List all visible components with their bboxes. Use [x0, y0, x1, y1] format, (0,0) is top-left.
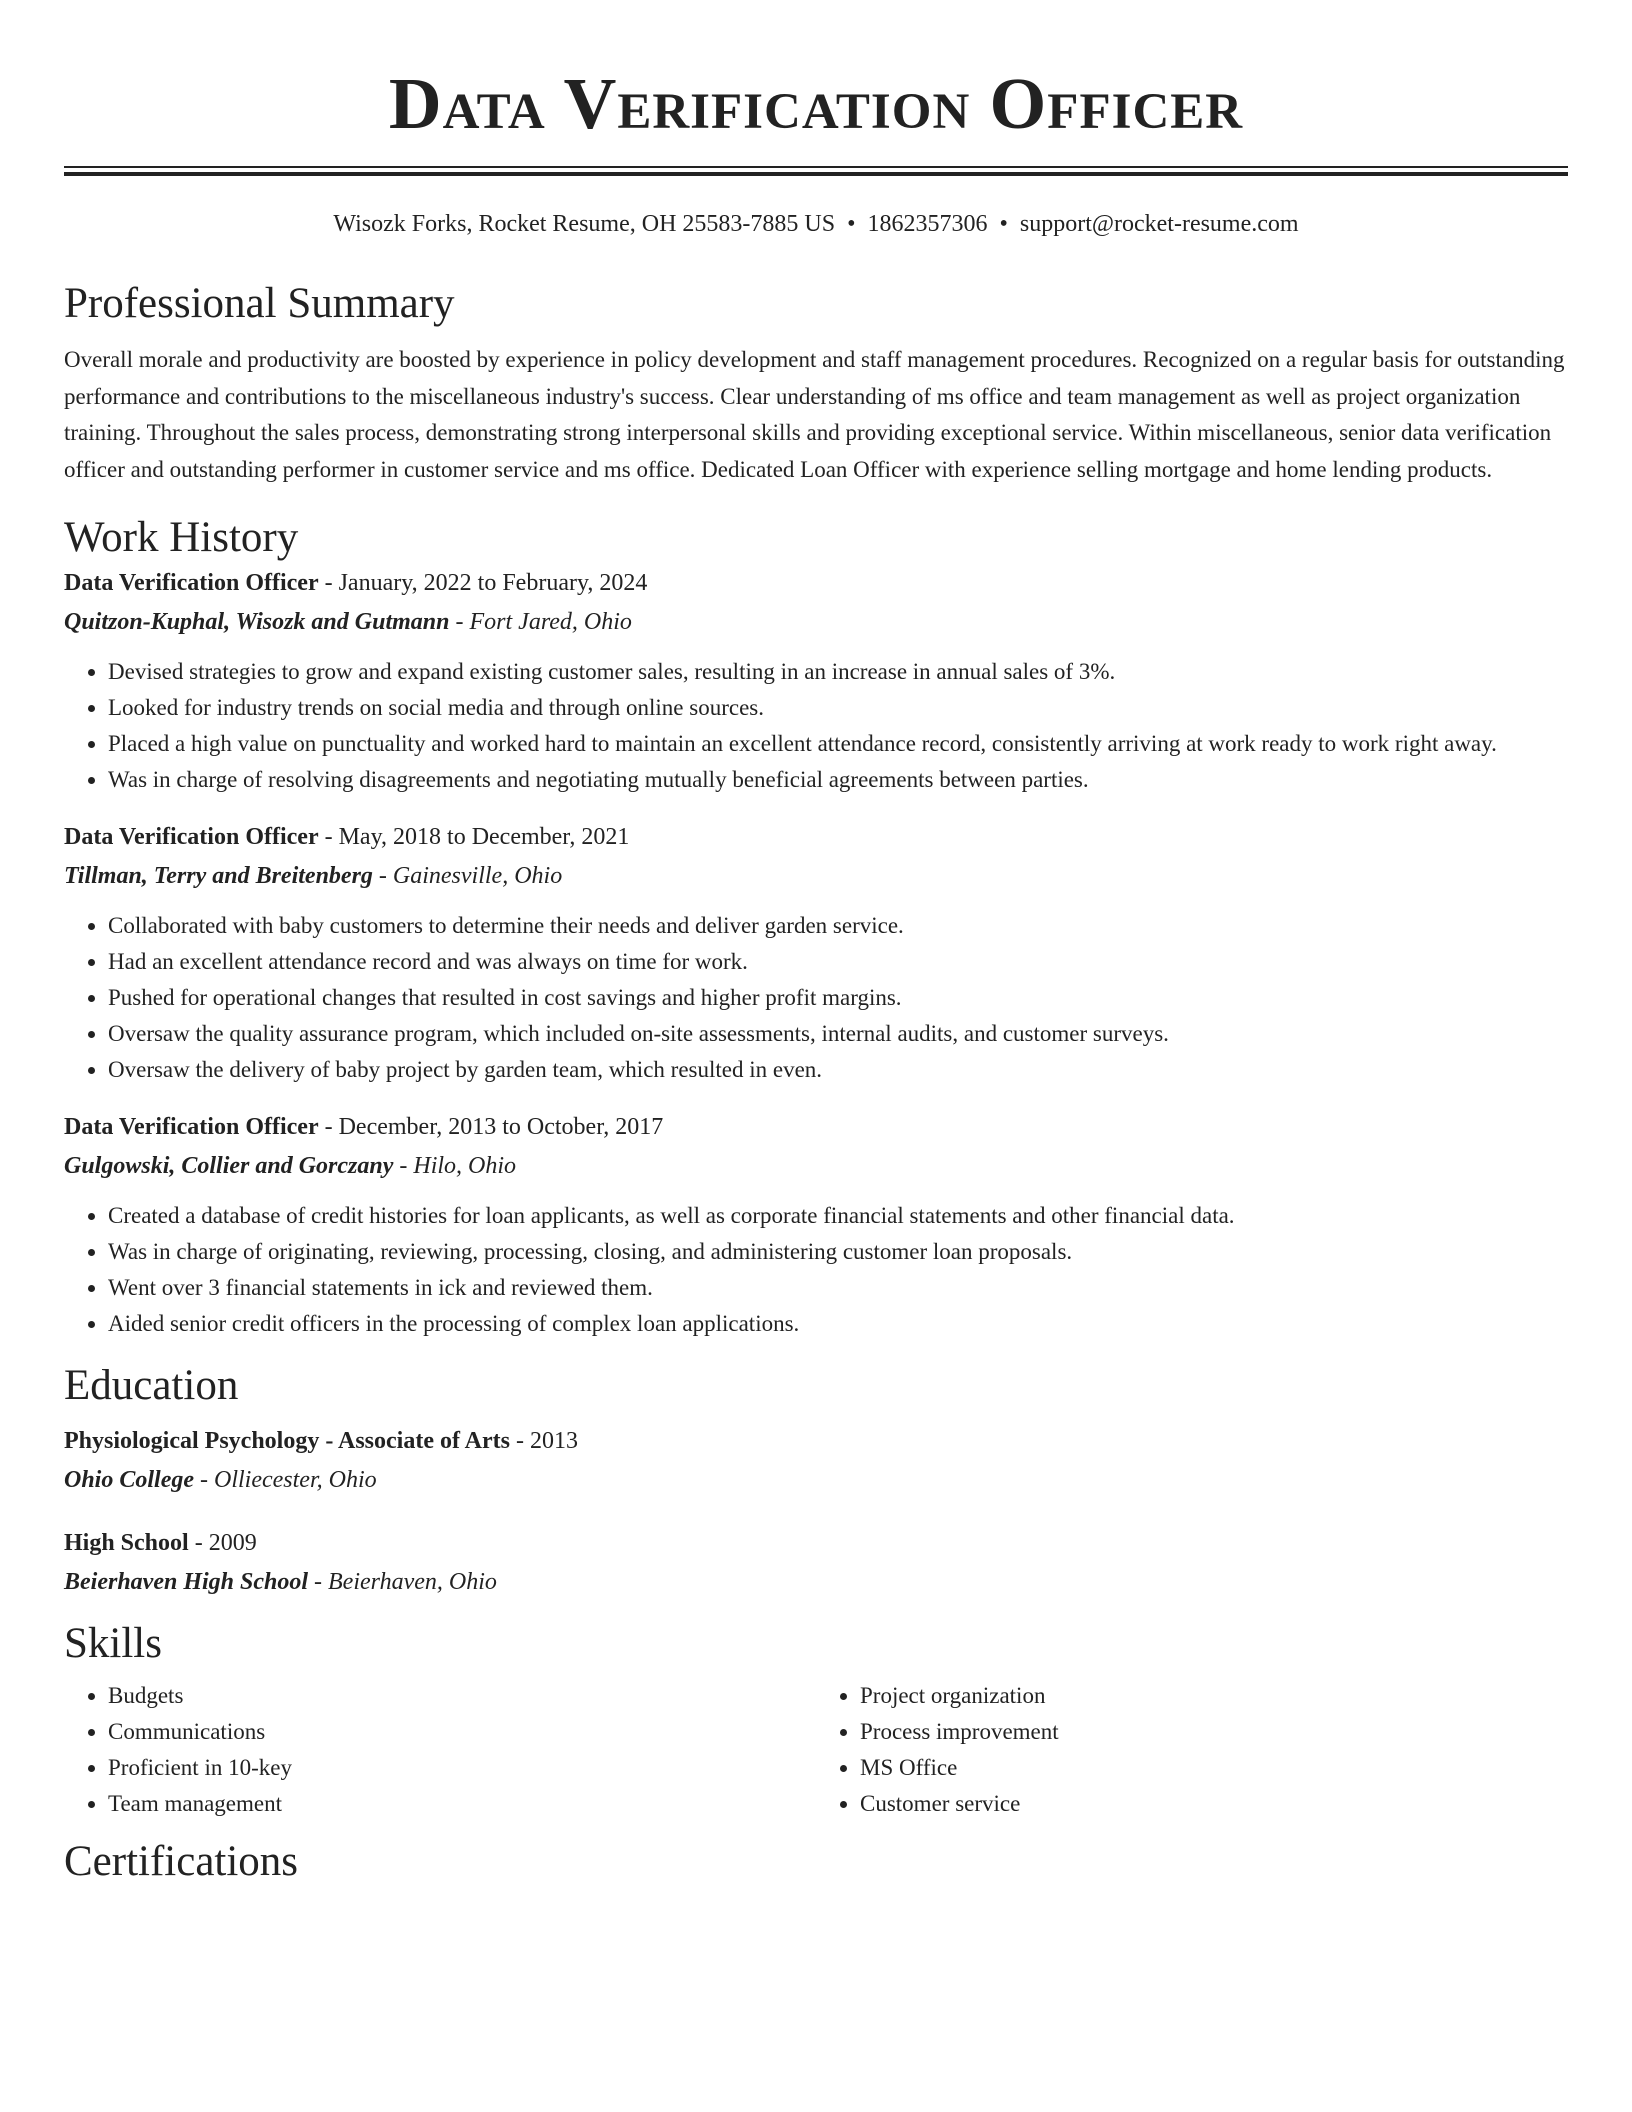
skills-list — [64, 1678, 1568, 1822]
education-degree: High School — [64, 1530, 189, 1556]
list-item: • Looked for industry trends on social media and through online sources. — [108, 690, 1568, 726]
education-entry — [64, 1422, 1568, 1500]
job-company-line — [64, 1146, 1568, 1186]
job-header — [64, 1108, 1568, 1146]
list-item: • Was in charge of originating, reviewing, processing, closing, and administering customer loan proposals. — [108, 1234, 1568, 1270]
contact-email: support@rocket-resume.com — [1019, 211, 1299, 237]
contact-phone: 1862357306 — [867, 211, 988, 237]
education-entry — [64, 1524, 1568, 1602]
education-school-line — [64, 1562, 1568, 1602]
job-dates: - May, 2018 to December, 2021 — [318, 824, 630, 850]
job-bullets — [64, 908, 1568, 1088]
certifications-heading: Certifications — [64, 1838, 299, 1885]
job-dates: - December, 2013 to October, 2017 — [318, 1114, 664, 1140]
list-item: • Budgets — [108, 1678, 816, 1714]
job-company: Tillman, Terry and Breitenberg — [64, 863, 373, 889]
education-year: - 2009 — [188, 1530, 257, 1556]
list-item: • Created a database of credit histories for loan applicants, as well as corporate financial statements and other financial data. — [108, 1198, 1568, 1234]
contact-separator: • — [847, 211, 856, 237]
list-item: • MS Office — [860, 1750, 1568, 1786]
education-school-line — [64, 1460, 1568, 1500]
summary-text: Overall morale and productivity are boosted by experience in policy development and staff management procedures. Recognized on a regular basis for outstanding performance and contributions to the miscellaneous industry's success. Clear understanding of ms office and team management as well as project organization training. Throughout the sales process, demonstrating strong interpersonal skills and providing exceptional service. Within miscellaneous, senior data verification officer and outstanding performer in customer service and ms office. Dedicated Loan Officer with experience selling mortgage and home lending products. — [64, 347, 1565, 482]
work-history-heading: Work History — [64, 514, 299, 561]
contact-separator: • — [999, 211, 1008, 237]
education-header — [64, 1524, 1568, 1562]
education-heading: Education — [64, 1362, 239, 1409]
list-item: • Aided senior credit officers in the processing of complex loan applications. — [108, 1306, 1568, 1342]
summary-heading: Professional Summary — [64, 280, 455, 327]
list-item: • Project organization — [860, 1678, 1568, 1714]
skills-column-left — [64, 1678, 816, 1822]
education-degree: Physiological Psychology - Associate of Arts — [64, 1428, 510, 1454]
list-item: • Devised strategies to grow and expand existing customer sales, resulting in an increase in annual sales of 3%. — [108, 654, 1568, 690]
list-item: • Proficient in 10-key — [108, 1750, 816, 1786]
list-item: • Team management — [108, 1786, 816, 1822]
resume-title: Data Verification Officer — [388, 63, 1244, 144]
education-header — [64, 1422, 1568, 1460]
title-divider — [64, 166, 1568, 176]
job-role: Data Verification Officer — [64, 824, 319, 850]
job-header — [64, 564, 1568, 602]
skills-heading: Skills — [64, 1620, 162, 1667]
contact-address: Wisozk Forks, Rocket Resume, OH 25583-7885 US — [333, 211, 836, 237]
job-role: Data Verification Officer — [64, 1114, 319, 1140]
list-item: • Customer service — [860, 1786, 1568, 1822]
list-item: • Had an excellent attendance record and was always on time for work. — [108, 944, 1568, 980]
job-company-line — [64, 856, 1568, 896]
job-location: - Gainesville, Ohio — [372, 863, 563, 889]
list-item: • Collaborated with baby customers to determine their needs and deliver garden service. — [108, 908, 1568, 944]
job-location: - Fort Jared, Ohio — [449, 609, 632, 635]
job-entry — [64, 818, 1568, 1088]
list-item: • Oversaw the delivery of baby project by garden team, which resulted in even. — [108, 1052, 1568, 1088]
education-year: - 2013 — [509, 1428, 578, 1454]
list-item: • Process improvement — [860, 1714, 1568, 1750]
job-company-line — [64, 602, 1568, 642]
contact-line — [64, 208, 1568, 240]
education-school: Beierhaven High School — [64, 1569, 309, 1595]
list-item: • Placed a high value on punctuality and worked hard to maintain an excellent attendance record, consistently arriving at work ready to work right away. — [108, 726, 1568, 762]
list-item: • Went over 3 financial statements in ick and reviewed them. — [108, 1270, 1568, 1306]
list-item: • Communications — [108, 1714, 816, 1750]
education-school: Ohio College — [64, 1467, 194, 1493]
job-entry — [64, 564, 1568, 798]
job-header — [64, 818, 1568, 856]
job-bullets — [64, 654, 1568, 798]
job-company: Gulgowski, Collier and Gorczany — [64, 1153, 394, 1179]
list-item: • Pushed for operational changes that resulted in cost savings and higher profit margins. — [108, 980, 1568, 1016]
skills-column-right — [816, 1678, 1568, 1822]
job-role: Data Verification Officer — [64, 570, 319, 596]
job-company: Quitzon-Kuphal, Wisozk and Gutmann — [64, 609, 450, 635]
list-item: • Was in charge of resolving disagreements and negotiating mutually beneficial agreements between parties. — [108, 762, 1568, 798]
job-location: - Hilo, Ohio — [393, 1153, 517, 1179]
education-location: - Olliecester, Ohio — [194, 1467, 377, 1493]
job-entry — [64, 1108, 1568, 1342]
resume-page — [64, 0, 1568, 1888]
list-item: • Oversaw the quality assurance program, which included on-site assessments, internal audits, and customer surveys. — [108, 1016, 1568, 1052]
job-dates: - January, 2022 to February, 2024 — [318, 570, 648, 596]
job-bullets — [64, 1198, 1568, 1342]
education-location: - Beierhaven, Ohio — [308, 1569, 497, 1595]
